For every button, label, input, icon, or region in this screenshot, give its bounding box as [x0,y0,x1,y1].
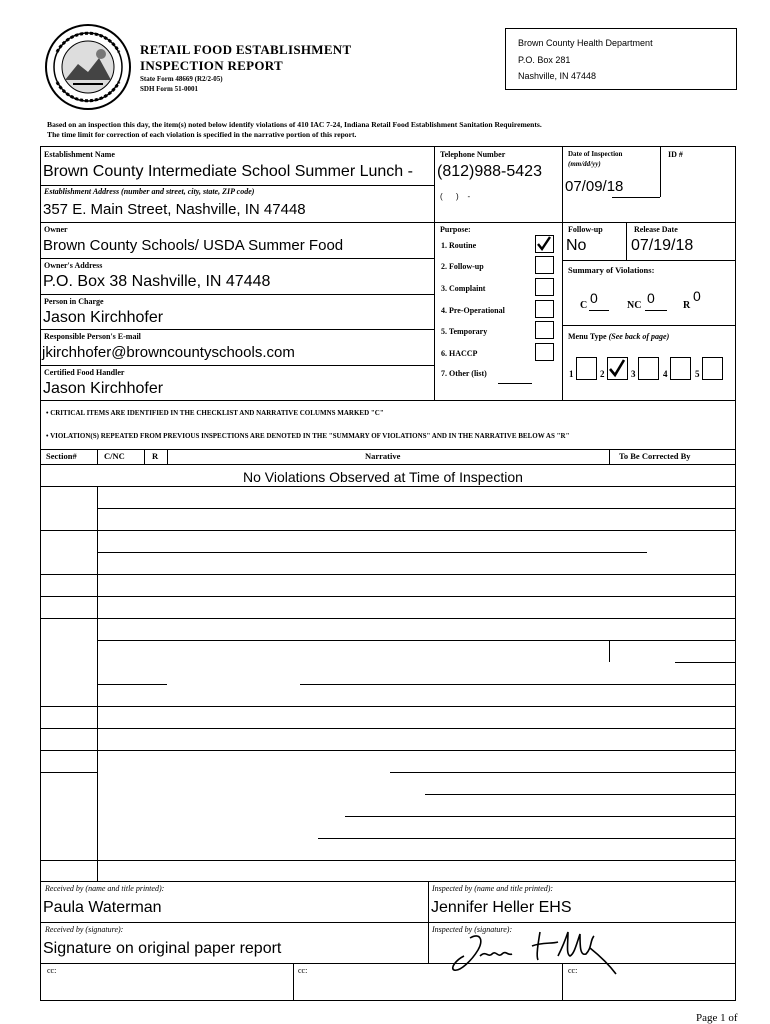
dept-name: Brown County Health Department [518,38,653,48]
received-signature-field[interactable]: Signature on original paper report [43,940,282,957]
purpose-option-label: 3. Complaint [441,284,486,293]
cc-field-3[interactable]: cc: [568,966,578,975]
inspection-date-field[interactable]: 07/09/18 [565,178,624,195]
followup-field[interactable]: No [566,237,587,254]
id-label: ID # [668,150,683,159]
menu-type-number: 5 [695,369,700,379]
purpose-option-label: 4. Pre-Operational [441,306,505,315]
purpose-option-label: 7. Other (list) [441,369,487,378]
person-in-charge-field[interactable]: Jason Kirchhofer [43,309,164,326]
purpose-checkbox[interactable] [535,256,554,274]
menu-type-note: (See back of page) [608,332,670,341]
cc-field-1[interactable]: cc: [47,966,57,975]
inspector-signature [440,926,620,981]
health-department-box [505,28,737,90]
address-field[interactable]: 357 E. Main Street, Nashville, IN 47448 [43,201,306,218]
food-handler-label: Certified Food Handler [44,368,125,377]
menu-type-checkbox[interactable] [702,357,723,380]
email-label: Responsible Person's E-mail [44,332,141,341]
purpose-checkbox[interactable] [535,321,554,339]
establishment-name-field[interactable]: Brown County Intermediate School Summer Lunch - [43,163,413,180]
checkmark-icon [536,236,552,251]
menu-type-checkbox[interactable] [638,357,659,380]
telephone-secondary-field[interactable]: ( ) - [440,192,471,201]
menu-type-label-text: Menu Type [568,332,607,341]
purpose-checkbox[interactable] [535,278,554,296]
col-cnc: C/NC [104,451,125,461]
state-form-number: State Form 48669 (R2/2-05) [140,75,223,83]
col-narrative: Narrative [365,451,401,461]
summary-label: Summary of Violations: [568,265,655,275]
menu-type-number: 1 [569,369,574,379]
inspected-signature-label: Inspected by (signature): [432,925,513,934]
summary-c-label: C [580,300,588,311]
menu-type-checkbox[interactable] [576,357,597,380]
owner-label: Owner [44,225,68,234]
purpose-option-label: 6. HACCP [441,349,478,358]
purpose-checkbox[interactable] [535,343,554,361]
sdh-form-number: SDH Form 51-0001 [140,85,198,93]
menu-type-number: 2 [600,369,605,379]
purpose-checkbox[interactable] [535,300,554,318]
followup-label: Follow-up [568,225,603,234]
menu-type-checkbox[interactable] [670,357,691,380]
summary-nc-field[interactable]: 0 [647,290,655,306]
purpose-checkbox[interactable] [535,235,554,253]
menu-type-checkbox[interactable] [607,357,628,380]
dept-city: Nashville, IN 47448 [518,71,597,81]
checkmark-icon [608,358,626,378]
critical-items-note: • CRITICAL ITEMS ARE IDENTIFIED IN THE CHECKLIST AND NARRATIVE COLUMNS MARKED "C" [46,409,384,417]
intro-text-line1: Based on an inspection this day, the item(s) noted below identify violations of 410 IAC 7-24, Indiana Retail Food Establishment Sanitation Requirements. [47,120,542,129]
summary-c-field[interactable]: 0 [590,290,598,306]
menu-type-number: 3 [631,369,636,379]
inspected-by-label: Inspected by (name and title printed): [432,884,554,893]
summary-nc-label: NC [627,300,642,311]
intro-text-line2: The time limit for correction of each violation is specified in the narrative portion of this report. [47,130,357,139]
owner-address-label: Owner's Address [44,261,103,270]
narrative-first-row: No Violations Observed at Time of Inspection [243,469,523,485]
col-corrected-by: To Be Corrected By [619,451,691,461]
purpose-option-label: 2. Follow-up [441,262,484,271]
address-label: Establishment Address (number and street, city, state, ZIP code) [44,187,255,196]
summary-r-field[interactable]: 0 [693,288,701,304]
dept-po-box: P.O. Box 281 [518,55,571,65]
release-date-label: Release Date [634,225,678,234]
received-by-label: Received by (name and title printed): [45,884,165,893]
state-seal-icon [43,22,133,112]
col-section: Section# [46,451,77,461]
food-handler-field[interactable]: Jason Kirchhofer [43,380,164,397]
establishment-name-label: Establishment Name [44,150,115,159]
received-signature-label: Received by (signature): [45,925,124,934]
inspected-by-field[interactable]: Jennifer Heller EHS [431,899,572,916]
received-by-field[interactable]: Paula Waterman [43,899,162,916]
cc-field-2[interactable]: cc: [298,966,308,975]
telephone-label: Telephone Number [440,150,506,159]
person-in-charge-label: Person in Charge [44,297,104,306]
release-date-field[interactable]: 07/19/18 [631,237,694,254]
menu-type-number: 4 [663,369,668,379]
handwritten-signature-icon [440,926,620,981]
state-seal [43,22,133,112]
form-title-line2: INSPECTION REPORT [140,58,283,73]
owner-address-field[interactable]: P.O. Box 38 Nashville, IN 47448 [43,273,271,290]
inspection-date-label: Date of Inspection [568,150,623,158]
purpose-option-label: 1. Routine [441,241,477,250]
form-title-line1: RETAIL FOOD ESTABLISHMENT [140,42,352,57]
menu-type-label [568,333,669,341]
repeat-violations-note: • VIOLATION(S) REPEATED FROM PREVIOUS INSPECTIONS ARE DENOTED IN THE "SUMMARY OF VIOLATIONS" AND IN THE NARRATIVE BELOW AS "R" [46,432,570,440]
email-field[interactable]: jkirchhofer@browncountyschools.com [42,344,295,361]
purpose-label: Purpose: [440,225,471,234]
summary-r-label: R [683,300,691,311]
inspection-date-format: (mm/dd/yy) [568,160,601,168]
telephone-field[interactable]: (812)988-5423 [437,163,542,180]
purpose-option-label: 5. Temporary [441,327,488,336]
page-number: Page 1 of [696,1012,738,1024]
col-r: R [152,451,159,461]
owner-field[interactable]: Brown County Schools/ USDA Summer Food [43,237,344,254]
